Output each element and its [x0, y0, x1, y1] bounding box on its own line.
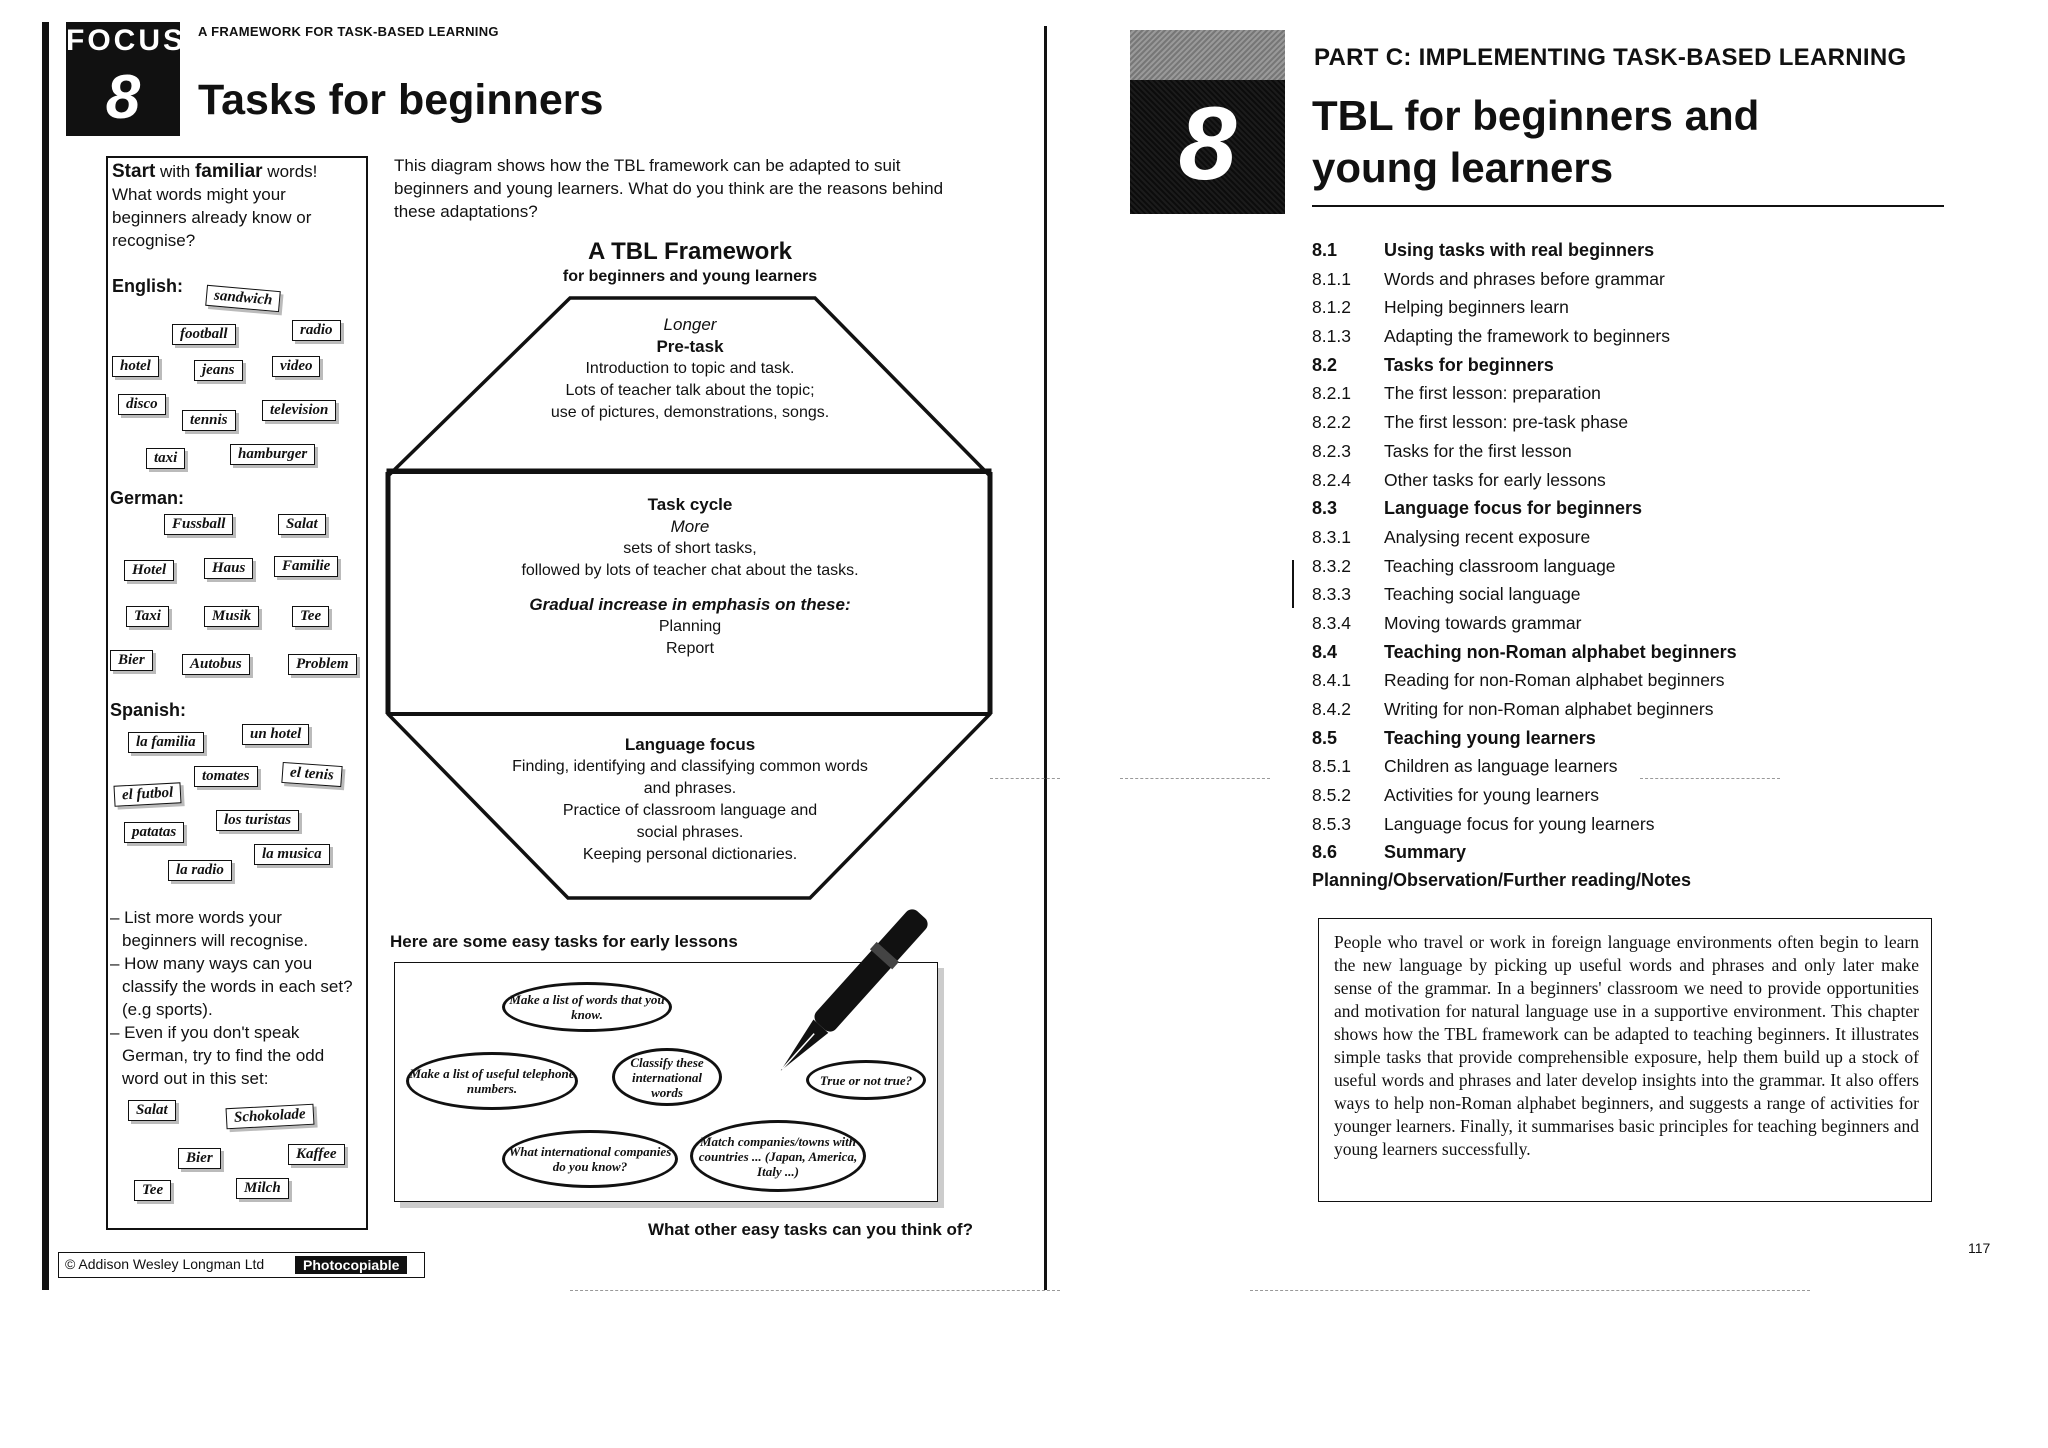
- german-label: German:: [110, 488, 185, 508]
- taskcycle-more: More: [670, 517, 710, 536]
- word-card: Haus: [204, 558, 253, 579]
- pretask-line: use of pictures, demonstrations, songs.: [550, 404, 830, 421]
- word-card: la musica: [254, 844, 330, 865]
- word-card: Familie: [274, 556, 338, 577]
- langfocus-section: [460, 734, 920, 866]
- toc-entry: [1312, 613, 1952, 642]
- closing-question: What other easy tasks can you think of?: [648, 1220, 973, 1239]
- word-card: tennis: [182, 410, 236, 431]
- toc-entry: [1312, 355, 1952, 384]
- toc-entry: [1312, 383, 1952, 412]
- focus-badge: [66, 22, 186, 136]
- word-card: Bier: [110, 650, 153, 671]
- word-card: Salat: [128, 1100, 176, 1121]
- word-card: Musik: [204, 606, 259, 627]
- toc-entry-label: The first lesson: preparation: [1384, 383, 1601, 404]
- word-card: los turistas: [216, 810, 299, 831]
- chapter-title-line: TBL for beginners and: [1312, 92, 1760, 139]
- easy-tasks-heading: Here are some easy tasks for early lessons: [390, 932, 738, 951]
- pretask-longer: Longer: [663, 315, 717, 334]
- toc-entry-label: Teaching young learners: [1384, 727, 1596, 748]
- copyright-text: © Addison Wesley Longman Ltd: [65, 1256, 265, 1272]
- toc-entry-number: 8.2.4: [1312, 469, 1351, 490]
- word-card: video: [272, 356, 320, 377]
- taskcycle-section: [430, 494, 950, 660]
- word-card: taxi: [146, 448, 185, 469]
- intro-bold-start: Start: [112, 161, 156, 182]
- chapter-block-halftone: [1130, 30, 1285, 80]
- toc-entry: [1312, 470, 1952, 499]
- word-card: sandwich: [205, 285, 281, 312]
- langfocus-line: Practice of classroom language and: [562, 802, 818, 819]
- task-bubble: Make a list of words that you know.: [502, 982, 672, 1032]
- toc-entry: [1312, 670, 1952, 699]
- word-card: Kaffee: [288, 1144, 345, 1165]
- word-card: Autobus: [182, 654, 250, 675]
- langfocus-heading: Language focus: [624, 735, 756, 754]
- toc-entry-label: Language focus for beginners: [1384, 498, 1643, 519]
- photocopiable-badge: Photocopiable: [295, 1256, 407, 1274]
- focus-label: FOCUS: [66, 24, 186, 57]
- panel-question: – How many ways can you classify the words in each set? (e.g sports).: [110, 954, 353, 1019]
- toc-entry-number: 8.4.1: [1312, 670, 1351, 691]
- toc-entry-number: 8.5.3: [1312, 813, 1351, 834]
- word-card: Taxi: [126, 606, 169, 627]
- word-card: patatas: [124, 822, 184, 843]
- toc-entry-number: 8.4: [1312, 641, 1338, 662]
- toc-final-line: Planning/Observation/Further reading/Notes: [1312, 870, 1692, 890]
- scan-mark: [1640, 778, 1780, 780]
- toc-entry-label: Reading for non-Roman alphabet beginners: [1384, 670, 1725, 691]
- english-label: English:: [112, 276, 183, 296]
- toc-entry: [1312, 269, 1952, 298]
- taskcycle-heading: Task cycle: [647, 495, 733, 514]
- toc-entry-label: Helping beginners learn: [1384, 297, 1569, 318]
- panel-questions: [108, 906, 360, 1090]
- word-card: el futbol: [113, 782, 181, 806]
- intro-rest: words! What words might your beginners already know or recognise?: [112, 162, 318, 250]
- word-card: Tee: [292, 606, 329, 627]
- toc-entry: [1312, 584, 1952, 613]
- chapter-title-line: young learners: [1312, 144, 1614, 191]
- word-card: Bier: [178, 1148, 221, 1169]
- toc-entry-label: Language focus for young learners: [1384, 813, 1655, 834]
- toc-entry-number: 8.3.1: [1312, 526, 1351, 547]
- toc-entry: [1312, 326, 1952, 355]
- bottom-scan-line: [1250, 1290, 1810, 1292]
- toc-entry: [1312, 441, 1952, 470]
- toc-entry-label: Teaching social language: [1384, 584, 1581, 605]
- chapter-number-block: [1130, 30, 1285, 214]
- chapter-summary: People who travel or work in foreign language environments often begin to learn the new language by picking up useful words and phrases and only later make sense of the grammar. In a beginners' classroom we need to provide opportunities and motivation for natural language use in a supportive environment. This chapter shows how the TBL framework can be adapted to teaching beginners. It illustrates simple tasks that provide comprehensible exposure, help them build up a stock of useful words and phrases and later develop insights into the grammar. It also offers ways to help non-Roman alphabet beginners, and suggests a range of activities for younger learners. Finally, it summarises basic principles for teaching beginners and young learners successfully.: [1334, 932, 1919, 1159]
- word-card: la familia: [128, 732, 204, 753]
- word-card: jeans: [194, 360, 243, 381]
- toc-entry-number: 8.1.2: [1312, 297, 1351, 318]
- toc-entry-label: Words and phrases before grammar: [1384, 268, 1665, 289]
- running-head: A FRAMEWORK FOR TASK-BASED LEARNING: [198, 24, 499, 39]
- scan-mark: [1120, 778, 1270, 780]
- word-card: Problem: [288, 654, 357, 675]
- framework-subtitle: for beginners and young learners: [562, 268, 818, 285]
- toc-entry: [1312, 785, 1952, 814]
- word-card: radio: [292, 320, 341, 341]
- task-bubble: Make a list of useful telephone numbers.: [406, 1052, 578, 1110]
- page-number: 117: [1968, 1240, 1991, 1256]
- word-card: disco: [118, 394, 166, 415]
- center-gutter-rule: [1044, 26, 1047, 1290]
- spanish-label: Spanish:: [110, 700, 187, 720]
- toc-entry-number: 8.1: [1312, 240, 1338, 260]
- page-title: Tasks for beginners: [198, 76, 604, 124]
- taskcycle-item: Planning: [658, 618, 722, 635]
- task-bubble: True or not true?: [806, 1060, 926, 1100]
- table-of-contents: [1312, 240, 1952, 871]
- word-card: el tenis: [281, 762, 342, 787]
- toc-entry-label: Moving towards grammar: [1384, 612, 1582, 633]
- word-card: un hotel: [242, 724, 309, 745]
- toc-entry-label: Tasks for the first lesson: [1384, 440, 1572, 461]
- scan-mark: [990, 778, 1060, 780]
- pretask-line: Introduction to topic and task.: [585, 360, 795, 377]
- toc-entry-number: 8.5.2: [1312, 785, 1351, 806]
- word-card: tomates: [194, 766, 258, 787]
- toc-entry: [1312, 728, 1952, 757]
- part-heading: PART C: IMPLEMENTING TASK-BASED LEARNING: [1314, 44, 1907, 71]
- langfocus-line: Keeping personal dictionaries.: [582, 846, 798, 863]
- pretask-heading: Pre-task: [656, 337, 724, 356]
- bottom-scan-line: [570, 1290, 1060, 1292]
- toc-entry-label: Teaching classroom language: [1384, 555, 1616, 576]
- task-bubble: What international companies do you know?: [502, 1130, 678, 1188]
- chapter-title: [1312, 90, 1912, 194]
- toc-entry-number: 8.3.2: [1312, 555, 1351, 576]
- toc-entry-number: 8.4.2: [1312, 699, 1351, 719]
- pretask-line: Lots of teacher talk about the topic;: [565, 382, 815, 399]
- toc-entry: [1312, 699, 1952, 728]
- framework-title: A TBL Framework: [587, 238, 793, 265]
- toc-entry-number: 8.1.1: [1312, 268, 1351, 289]
- toc-entry-number: 8.2: [1312, 354, 1338, 375]
- toc-entry-number: 8.3.4: [1312, 612, 1351, 633]
- chapter-title-rule: [1312, 205, 1944, 207]
- toc-entry-label: The first lesson: pre-task phase: [1384, 412, 1629, 433]
- toc-entry: [1312, 842, 1952, 871]
- word-card: hamburger: [230, 444, 315, 465]
- toc-entry-number: 8.2.1: [1312, 383, 1351, 404]
- toc-entry: [1312, 498, 1952, 527]
- toc-entry-label: Other tasks for early lessons: [1384, 469, 1606, 490]
- word-card: Salat: [278, 514, 326, 535]
- word-card: Hotel: [124, 560, 174, 581]
- word-card: Schokolade: [226, 1104, 315, 1130]
- toc-entry-number: 8.2.3: [1312, 440, 1351, 461]
- toc-entry-number: 8.2.2: [1312, 412, 1351, 433]
- toc-entry-number: 8.5.1: [1312, 756, 1351, 777]
- toc-entry-label: Analysing recent exposure: [1384, 526, 1591, 547]
- toc-entry: [1312, 556, 1952, 585]
- intro-bold-familiar: familiar: [194, 161, 263, 182]
- toc-entry-number: 8.3.3: [1312, 584, 1351, 605]
- toc-entry: [1312, 756, 1952, 785]
- toc-entry-number: 8.3: [1312, 498, 1338, 519]
- toc-entry-label: Writing for non-Roman alphabet beginners: [1384, 699, 1714, 719]
- chapter-number: 8: [1178, 86, 1237, 202]
- panel-question: – Even if you don't speak German, try to find the odd word out in this set:: [110, 1023, 325, 1088]
- toc-entry: [1312, 527, 1952, 556]
- copyright-footer: [58, 1252, 425, 1278]
- toc-entry-label: Children as language learners: [1384, 756, 1618, 777]
- panel-intro: [112, 160, 357, 252]
- pretask-section: [470, 314, 910, 424]
- taskcycle-item: Report: [665, 640, 715, 657]
- toc-entry: [1312, 297, 1952, 326]
- margin-change-bar: [1292, 560, 1294, 608]
- word-card: Fussball: [164, 514, 233, 535]
- word-card: Milch: [236, 1178, 289, 1199]
- toc-entry-label: Activities for young learners: [1384, 785, 1599, 806]
- panel-question: – List more words your beginners will recognise.: [110, 908, 309, 950]
- taskcycle-line: followed by lots of teacher chat about the tasks.: [521, 562, 859, 579]
- word-card: football: [172, 324, 236, 345]
- task-bubble: Match companies/towns with countries ... (Japan, America, Italy ...): [690, 1120, 866, 1192]
- toc-entry-number: 8.6: [1312, 842, 1338, 863]
- toc-entry-label: Teaching non-Roman alphabet beginners: [1384, 641, 1737, 662]
- toc-entry-number: 8.5: [1312, 727, 1338, 748]
- toc-entry-label: Summary: [1384, 842, 1467, 863]
- langfocus-line: and phrases.: [643, 780, 737, 797]
- toc-entry-number: 8.1.3: [1312, 326, 1351, 347]
- taskcycle-emphasis: Gradual increase in emphasis on these:: [529, 595, 851, 614]
- toc-entry: [1312, 412, 1952, 441]
- taskcycle-line: sets of short tasks,: [623, 540, 757, 557]
- toc-entry: [1312, 814, 1952, 843]
- toc-entry-label: Adapting the framework to beginners: [1384, 326, 1670, 347]
- word-card: hotel: [112, 356, 159, 377]
- intro-mid: with: [155, 162, 195, 181]
- toc-entry: [1312, 240, 1952, 269]
- fountain-pen-icon: [720, 892, 950, 1132]
- word-card: television: [262, 400, 336, 421]
- task-bubble: Classify these international words: [612, 1048, 722, 1106]
- focus-number: 8: [105, 63, 141, 132]
- framework-lead: This diagram shows how the TBL framework can be adapted to suit beginners and young learners. What do you think are the reasons behind these adaptations?: [394, 156, 944, 221]
- toc-entry-label: Using tasks with real beginners: [1384, 240, 1655, 260]
- word-card: la radio: [168, 860, 232, 881]
- toc-entry-label: Tasks for beginners: [1384, 354, 1554, 375]
- word-card: Tee: [134, 1180, 171, 1201]
- langfocus-line: Finding, identifying and classifying common words: [512, 758, 868, 775]
- langfocus-line: social phrases.: [636, 824, 744, 841]
- toc-entry: [1312, 642, 1952, 671]
- left-margin-rule: [42, 22, 49, 1290]
- chapter-summary-box: [1318, 918, 1932, 1202]
